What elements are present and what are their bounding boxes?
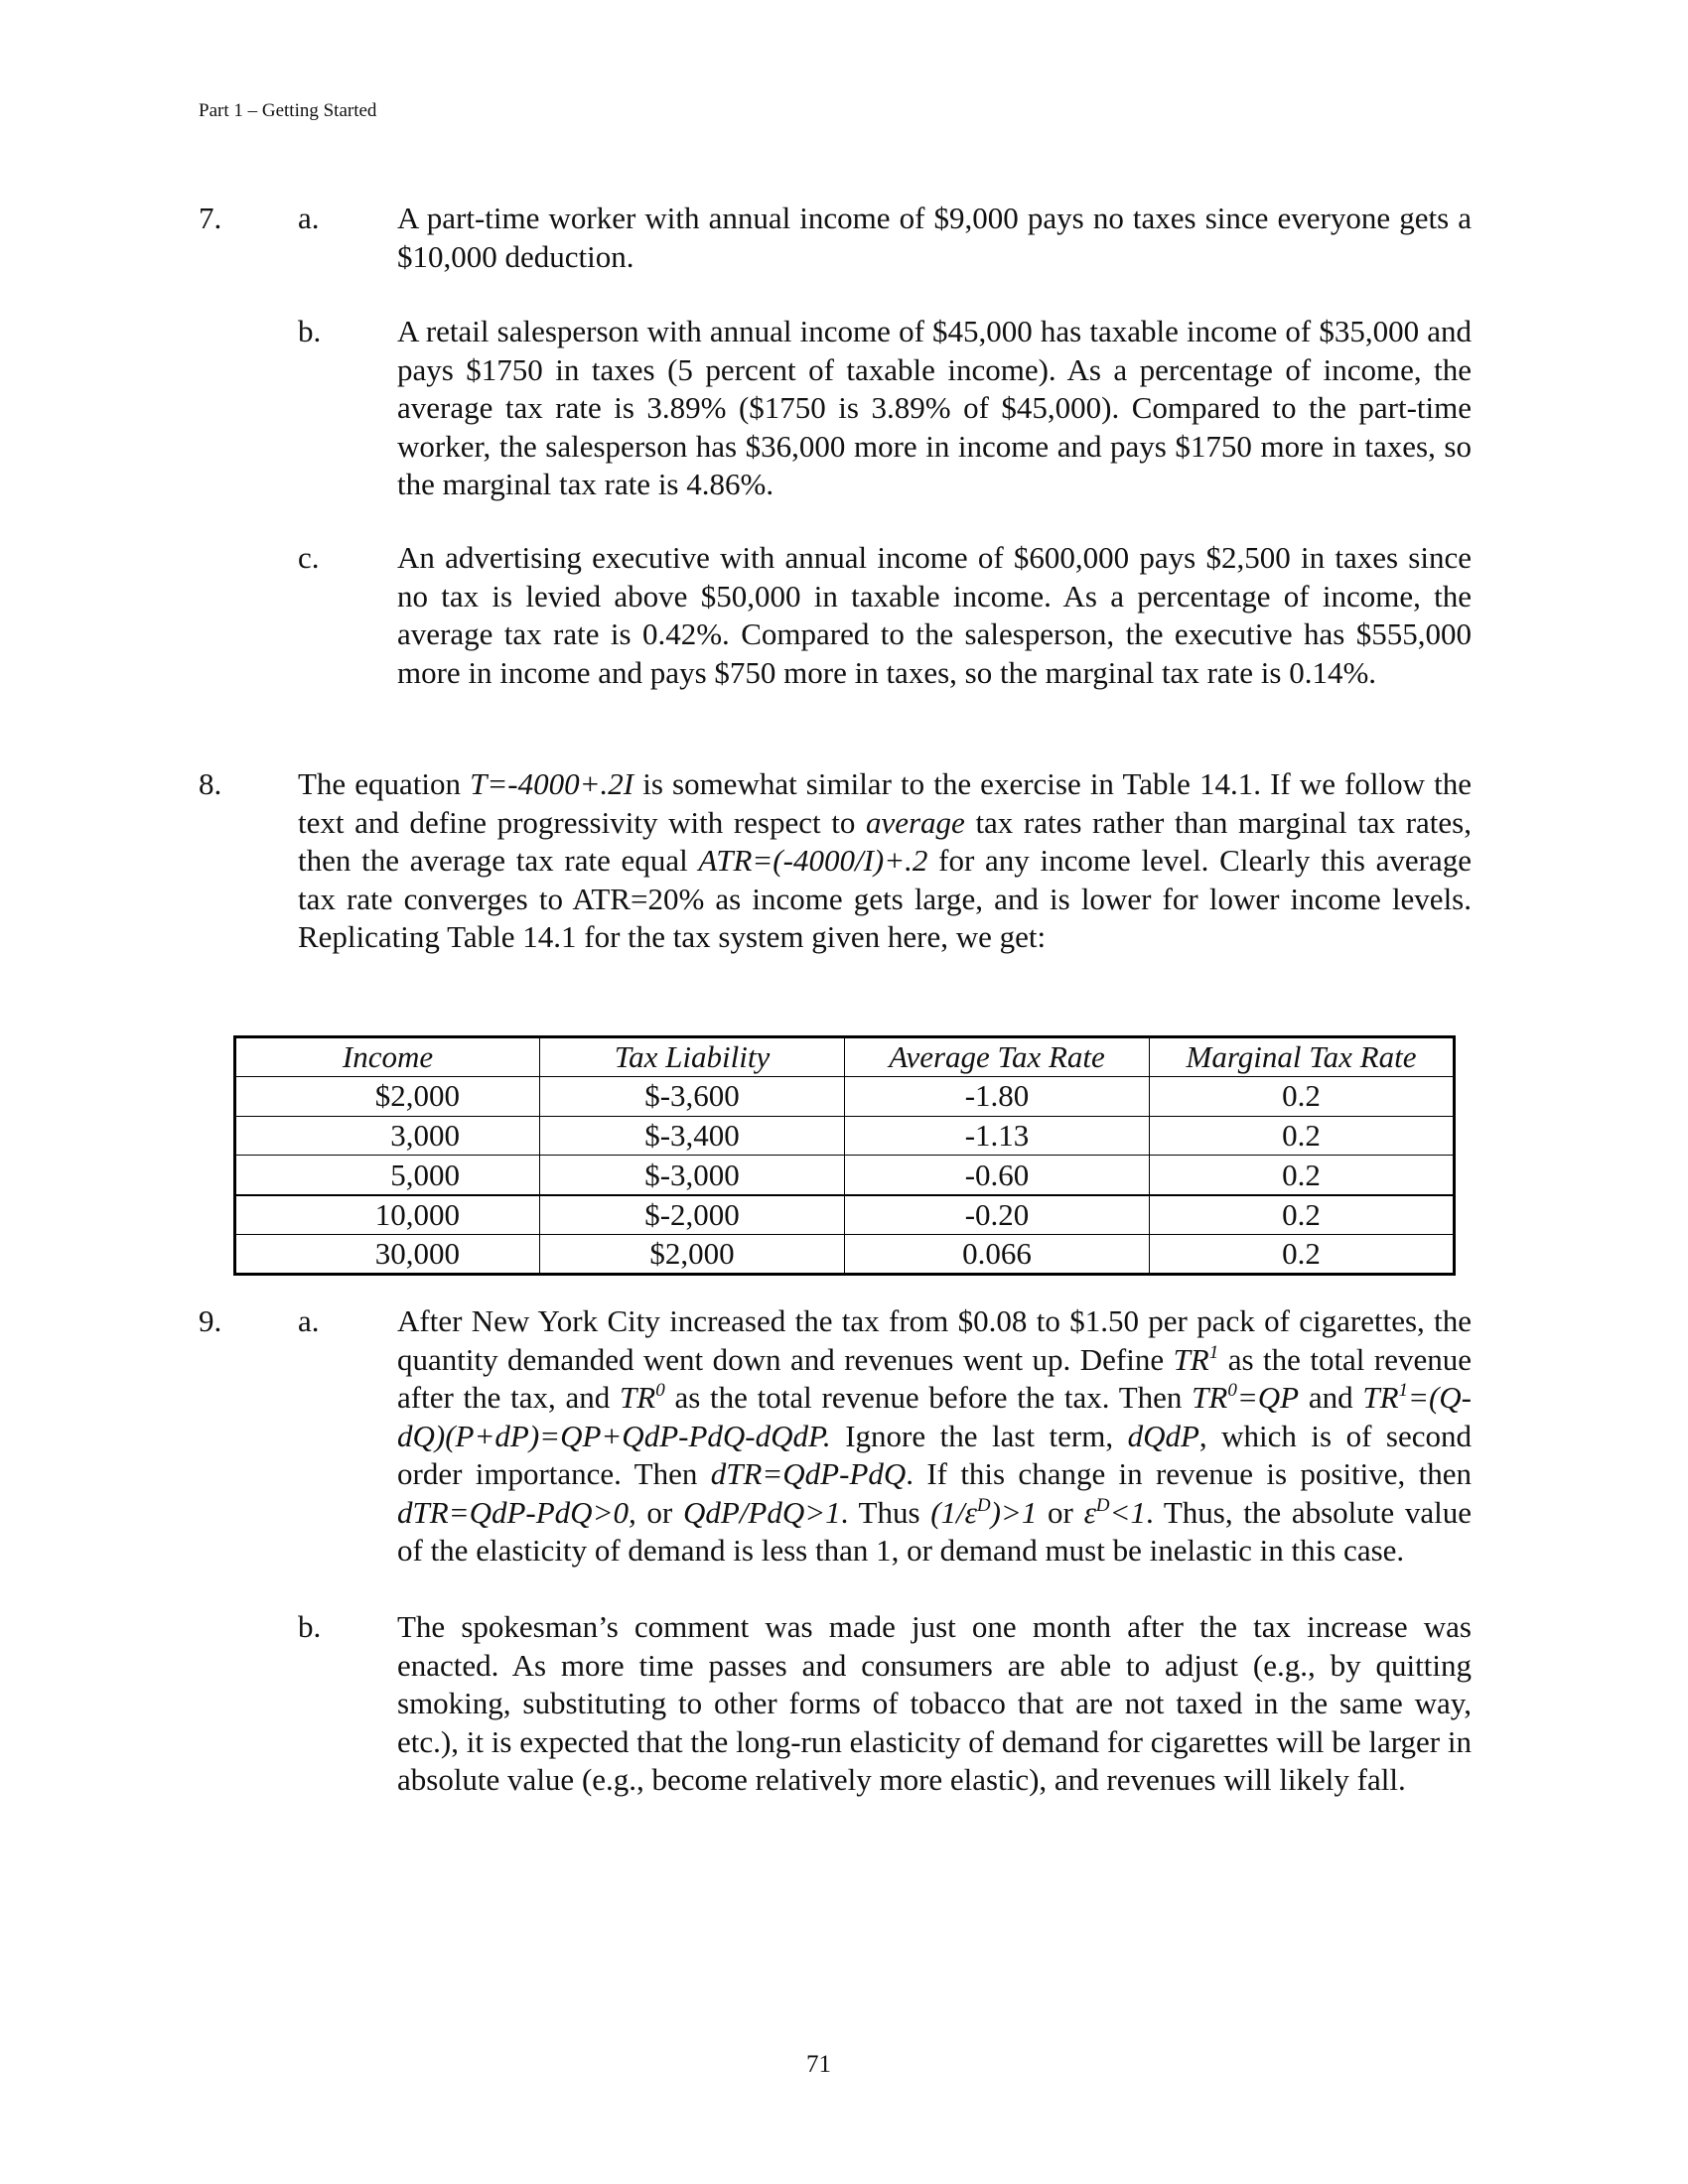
running-header: Part 1 – Getting Started: [199, 100, 377, 121]
table-row: [235, 1195, 1455, 1235]
superscript: D: [976, 1494, 991, 1516]
subitem-label: a.: [298, 1303, 320, 1338]
cell-income: 5,000: [235, 1156, 540, 1195]
cell-income: 30,000: [235, 1234, 540, 1274]
equation-dtr-positive: dTR=QdP-PdQ>0,: [397, 1494, 636, 1530]
math-tr: TR: [1362, 1380, 1399, 1415]
text-run: , which is of second order importance. Then: [397, 1418, 1472, 1491]
text-run: as the total revenue after the tax, and: [397, 1341, 1472, 1415]
cell-average-tax-rate: 0.066: [845, 1234, 1150, 1274]
tax-table: [233, 1035, 1456, 1276]
header-average-tax-rate: Average Tax Rate: [845, 1037, 1150, 1077]
cell-tax-liability: $-3,600: [540, 1076, 845, 1116]
table-row: [235, 1234, 1455, 1274]
math-tr: TR: [1173, 1341, 1209, 1377]
item-number: 7.: [199, 201, 222, 235]
cell-average-tax-rate: -0.20: [845, 1195, 1150, 1235]
header-marginal-tax-rate: Marginal Tax Rate: [1150, 1037, 1455, 1077]
cell-tax-liability: $2,000: [540, 1234, 845, 1274]
equation-atr: ATR=(-4000/I)+.2: [698, 843, 928, 878]
equation-inverse-elasticity-close: )>1: [990, 1494, 1038, 1530]
subitem-label: c.: [298, 540, 320, 575]
text-run: or: [635, 1494, 683, 1530]
cell-income: 10,000: [235, 1195, 540, 1235]
math-tr: TR: [1192, 1380, 1228, 1415]
item-9a-text: [397, 1302, 1472, 1570]
equation-inverse-elasticity: (1/ε: [930, 1494, 977, 1530]
text-run: . If this change in revenue is positive, then: [906, 1456, 1472, 1491]
equation-elasticity-lt-one: <1: [1109, 1494, 1146, 1530]
text-run: tax rates rather than marginal tax rates, then the average tax rate equal: [298, 804, 1472, 878]
item-9b: [199, 1608, 1472, 1800]
text-run: or: [1037, 1494, 1084, 1530]
cell-average-tax-rate: -0.60: [845, 1156, 1150, 1195]
item-9a: [199, 1302, 1472, 1570]
subitem-label: b.: [298, 1609, 322, 1644]
cell-income: $2,000: [235, 1076, 540, 1116]
equation-dtr: dTR=QdP-PdQ: [710, 1456, 907, 1491]
equation-tax: T=-4000+.2I: [470, 766, 634, 801]
item-8: [199, 765, 1472, 957]
text-run: The equation: [298, 766, 471, 801]
superscript: D: [1095, 1494, 1110, 1516]
subitem-label: a.: [298, 201, 320, 235]
text-run: . Thus, the absolute value of the elasticity of demand is less than 1, or demand must be inelastic in this case.: [397, 1494, 1472, 1568]
table-row: [235, 1076, 1455, 1116]
cell-marginal-tax-rate: 0.2: [1150, 1116, 1455, 1156]
text-run: After New York City increased the tax from $0.08 to $1.50 per pack of cigarettes, the quantity demanded went down and revenues went up. Define: [397, 1303, 1472, 1377]
item-number: 8.: [199, 766, 222, 801]
superscript: 1: [1208, 1341, 1219, 1363]
text-run: Ignore the last term,: [830, 1418, 1128, 1453]
text-run: as the total revenue before the tax. Then: [664, 1380, 1193, 1415]
cell-average-tax-rate: -1.13: [845, 1116, 1150, 1156]
cell-average-tax-rate: -1.80: [845, 1076, 1150, 1116]
cell-marginal-tax-rate: 0.2: [1150, 1195, 1455, 1235]
cell-marginal-tax-rate: 0.2: [1150, 1076, 1455, 1116]
text-run: for any income level. Clearly this average tax rate converges to ATR=20% as income gets large, and is lower for lower income levels. Replicating Table 14.1 for the tax system given here, we get:: [298, 843, 1473, 954]
cell-marginal-tax-rate: 0.2: [1150, 1156, 1455, 1195]
cell-tax-liability: $-2,000: [540, 1195, 845, 1235]
math-epsilon: ε: [1083, 1494, 1096, 1530]
item-7b: [199, 313, 1472, 504]
equation-ratio: QdP/PdQ>1: [682, 1494, 841, 1530]
emphasis-average: average: [865, 804, 965, 840]
item-7c: [199, 539, 1472, 692]
table-header-row: [235, 1037, 1455, 1077]
text-run: . Thus: [840, 1494, 931, 1530]
item-7a-text: A part-time worker with annual income of $9,000 pays no taxes since everyone gets a $10,000 deduction.: [397, 201, 1472, 274]
item-7a: [199, 200, 1472, 276]
cell-tax-liability: $-3,000: [540, 1156, 845, 1195]
table-row: [235, 1116, 1455, 1156]
item-8-text: [298, 765, 1472, 957]
math-tr: TR: [620, 1380, 656, 1415]
equation-tr0: =QP: [1236, 1380, 1300, 1415]
superscript: 0: [655, 1380, 665, 1401]
superscript: 1: [1398, 1380, 1409, 1401]
cell-income: 3,000: [235, 1116, 540, 1156]
equation-tr1: =(Q-dQ)(P+dP)=QP+QdP-PdQ-dQdP.: [397, 1380, 1472, 1453]
text-run: is somewhat similar to the exercise in Table 14.1. If we follow the text and define progressivity with respect to: [298, 766, 1472, 840]
page-number: 71: [806, 2051, 831, 2078]
item-number: 9.: [199, 1303, 222, 1338]
subitem-label: b.: [298, 314, 322, 348]
table-row: [235, 1156, 1455, 1195]
item-7c-text: An advertising executive with annual income of $600,000 pays $2,500 in taxes since no tax is levied above $50,000 in taxable income. As a percentage of income, the average tax rate is 0.42%. Compared to the salesperson, the executive has $555,000 more in income and pays $750 more in taxes, so the marginal tax rate is 0.14%.: [397, 540, 1472, 690]
text-run: and: [1299, 1380, 1363, 1415]
cell-tax-liability: $-3,400: [540, 1116, 845, 1156]
item-9b-text: The spokesman’s comment was made just one month after the tax increase was enacted. As more time passes and consumers are able to adjust (e.g., by quitting smoking, substituting to other forms of tobacco that are not taxed in the same way, etc.), it is expected that the long-run elasticity of demand for cigarettes will be larger in absolute value (e.g., become relatively more elastic), and revenues will likely fall.: [397, 1609, 1472, 1797]
item-7b-text: A retail salesperson with annual income of $45,000 has taxable income of $35,000 and pays $1750 in taxes (5 percent of taxable income). As a percentage of income, the average tax rate is 3.89% ($1750 is 3.89% of $45,000). Compared to the part-time worker, the salesperson has $36,000 more in income and pays $1750 more in taxes, so the marginal tax rate is 4.86%.: [397, 314, 1472, 501]
math-dqdp: dQdP: [1127, 1418, 1199, 1453]
cell-marginal-tax-rate: 0.2: [1150, 1234, 1455, 1274]
header-income: Income: [235, 1037, 540, 1077]
header-tax-liability: Tax Liability: [540, 1037, 845, 1077]
superscript: 0: [1227, 1380, 1237, 1401]
